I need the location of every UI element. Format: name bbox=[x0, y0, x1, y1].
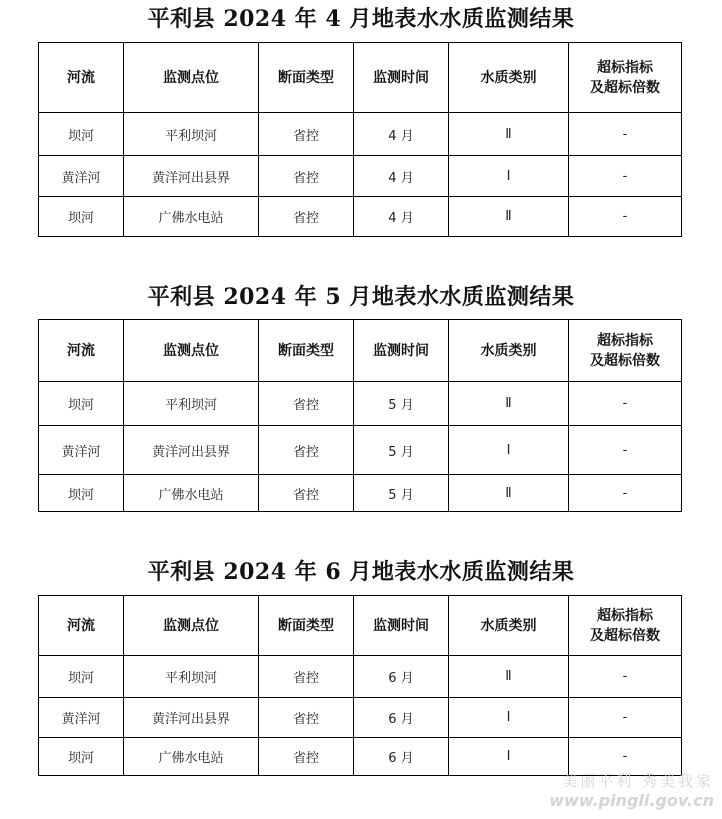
table-title-april: 平利县 2024 年 4 月地表水水质监测结果 bbox=[147, 6, 575, 32]
table-header-row bbox=[39, 596, 682, 656]
cell-time: 5 月 bbox=[354, 382, 449, 426]
cell-site: 平利坝河 bbox=[124, 656, 259, 698]
cell-exceed: - bbox=[569, 426, 682, 475]
header-class: 水质类别 bbox=[449, 596, 569, 656]
cell-section-type: 省控 bbox=[259, 656, 354, 698]
table-row bbox=[39, 382, 682, 426]
header-site: 监测点位 bbox=[124, 43, 259, 113]
cell-river: 坝河 bbox=[39, 382, 124, 426]
table-row bbox=[39, 426, 682, 475]
water-quality-table-april bbox=[38, 42, 682, 237]
cell-exceed: - bbox=[569, 113, 682, 156]
cell-site: 黄洋河出县界 bbox=[124, 698, 259, 738]
cell-section-type: 省控 bbox=[259, 197, 354, 237]
header-exceed bbox=[569, 43, 682, 113]
cell-time: 4 月 bbox=[354, 197, 449, 237]
cell-exceed: - bbox=[569, 738, 682, 776]
watermark-url: www.pingli.gov.cn bbox=[549, 791, 714, 810]
cell-time: 6 月 bbox=[354, 738, 449, 776]
header-section-type: 断面类型 bbox=[259, 320, 354, 382]
header-site: 监测点位 bbox=[124, 320, 259, 382]
cell-exceed: - bbox=[569, 156, 682, 197]
water-quality-table-may bbox=[38, 319, 682, 512]
cell-time: 4 月 bbox=[354, 156, 449, 197]
header-river: 河流 bbox=[39, 43, 124, 113]
table-header-row bbox=[39, 320, 682, 382]
cell-class: Ⅱ bbox=[449, 382, 569, 426]
cell-exceed: - bbox=[569, 197, 682, 237]
cell-class: Ⅰ bbox=[449, 426, 569, 475]
cell-section-type: 省控 bbox=[259, 475, 354, 512]
cell-class: Ⅰ bbox=[449, 156, 569, 197]
cell-site: 平利坝河 bbox=[124, 113, 259, 156]
header-section-type: 断面类型 bbox=[259, 596, 354, 656]
cell-section-type: 省控 bbox=[259, 382, 354, 426]
header-time: 监测时间 bbox=[354, 596, 449, 656]
header-site: 监测点位 bbox=[124, 596, 259, 656]
cell-site: 黄洋河出县界 bbox=[124, 426, 259, 475]
cell-section-type: 省控 bbox=[259, 698, 354, 738]
table-row bbox=[39, 113, 682, 156]
cell-section-type: 省控 bbox=[259, 156, 354, 197]
cell-time: 6 月 bbox=[354, 656, 449, 698]
cell-exceed: - bbox=[569, 475, 682, 512]
cell-site: 广佛水电站 bbox=[124, 197, 259, 237]
table-row bbox=[39, 738, 682, 776]
header-exceed-line1: 超标指标 bbox=[597, 607, 653, 624]
cell-river: 黄洋河 bbox=[39, 156, 124, 197]
header-class: 水质类别 bbox=[449, 320, 569, 382]
cell-time: 5 月 bbox=[354, 475, 449, 512]
cell-time: 4 月 bbox=[354, 113, 449, 156]
cell-time: 5 月 bbox=[354, 426, 449, 475]
header-time: 监测时间 bbox=[354, 320, 449, 382]
watermark-slogan: 美丽平利 秀美我家 bbox=[562, 772, 714, 790]
cell-site: 广佛水电站 bbox=[124, 738, 259, 776]
cell-class: Ⅰ bbox=[449, 738, 569, 776]
cell-river: 坝河 bbox=[39, 197, 124, 237]
cell-time: 6 月 bbox=[354, 698, 449, 738]
cell-section-type: 省控 bbox=[259, 738, 354, 776]
cell-site: 平利坝河 bbox=[124, 382, 259, 426]
table-row bbox=[39, 197, 682, 237]
header-river: 河流 bbox=[39, 320, 124, 382]
table-row bbox=[39, 698, 682, 738]
header-exceed-line2: 及超标倍数 bbox=[590, 352, 660, 369]
header-exceed bbox=[569, 320, 682, 382]
cell-section-type: 省控 bbox=[259, 426, 354, 475]
cell-class: Ⅰ bbox=[449, 698, 569, 738]
cell-section-type: 省控 bbox=[259, 113, 354, 156]
header-river: 河流 bbox=[39, 596, 124, 656]
header-exceed bbox=[569, 596, 682, 656]
cell-class: Ⅱ bbox=[449, 656, 569, 698]
header-section-type: 断面类型 bbox=[259, 43, 354, 113]
water-quality-table-june bbox=[38, 595, 682, 776]
table-header-row bbox=[39, 43, 682, 113]
cell-river: 坝河 bbox=[39, 656, 124, 698]
cell-river: 黄洋河 bbox=[39, 426, 124, 475]
header-time: 监测时间 bbox=[354, 43, 449, 113]
cell-site: 广佛水电站 bbox=[124, 475, 259, 512]
cell-site: 黄洋河出县界 bbox=[124, 156, 259, 197]
cell-river: 黄洋河 bbox=[39, 698, 124, 738]
cell-exceed: - bbox=[569, 382, 682, 426]
cell-river: 坝河 bbox=[39, 738, 124, 776]
table-row bbox=[39, 475, 682, 512]
cell-class: Ⅱ bbox=[449, 475, 569, 512]
cell-class: Ⅱ bbox=[449, 113, 569, 156]
table-title-may: 平利县 2024 年 5 月地表水水质监测结果 bbox=[147, 284, 575, 310]
header-exceed-line1: 超标指标 bbox=[597, 59, 653, 76]
cell-river: 坝河 bbox=[39, 113, 124, 156]
cell-exceed: - bbox=[569, 698, 682, 738]
cell-river: 坝河 bbox=[39, 475, 124, 512]
header-class: 水质类别 bbox=[449, 43, 569, 113]
table-row bbox=[39, 156, 682, 197]
header-exceed-line2: 及超标倍数 bbox=[590, 79, 660, 96]
site-watermark bbox=[514, 771, 714, 811]
header-exceed-line2: 及超标倍数 bbox=[590, 627, 660, 644]
cell-exceed: - bbox=[569, 656, 682, 698]
table-row bbox=[39, 656, 682, 698]
table-title-june: 平利县 2024 年 6 月地表水水质监测结果 bbox=[147, 559, 575, 585]
header-exceed-line1: 超标指标 bbox=[597, 332, 653, 349]
cell-class: Ⅱ bbox=[449, 197, 569, 237]
